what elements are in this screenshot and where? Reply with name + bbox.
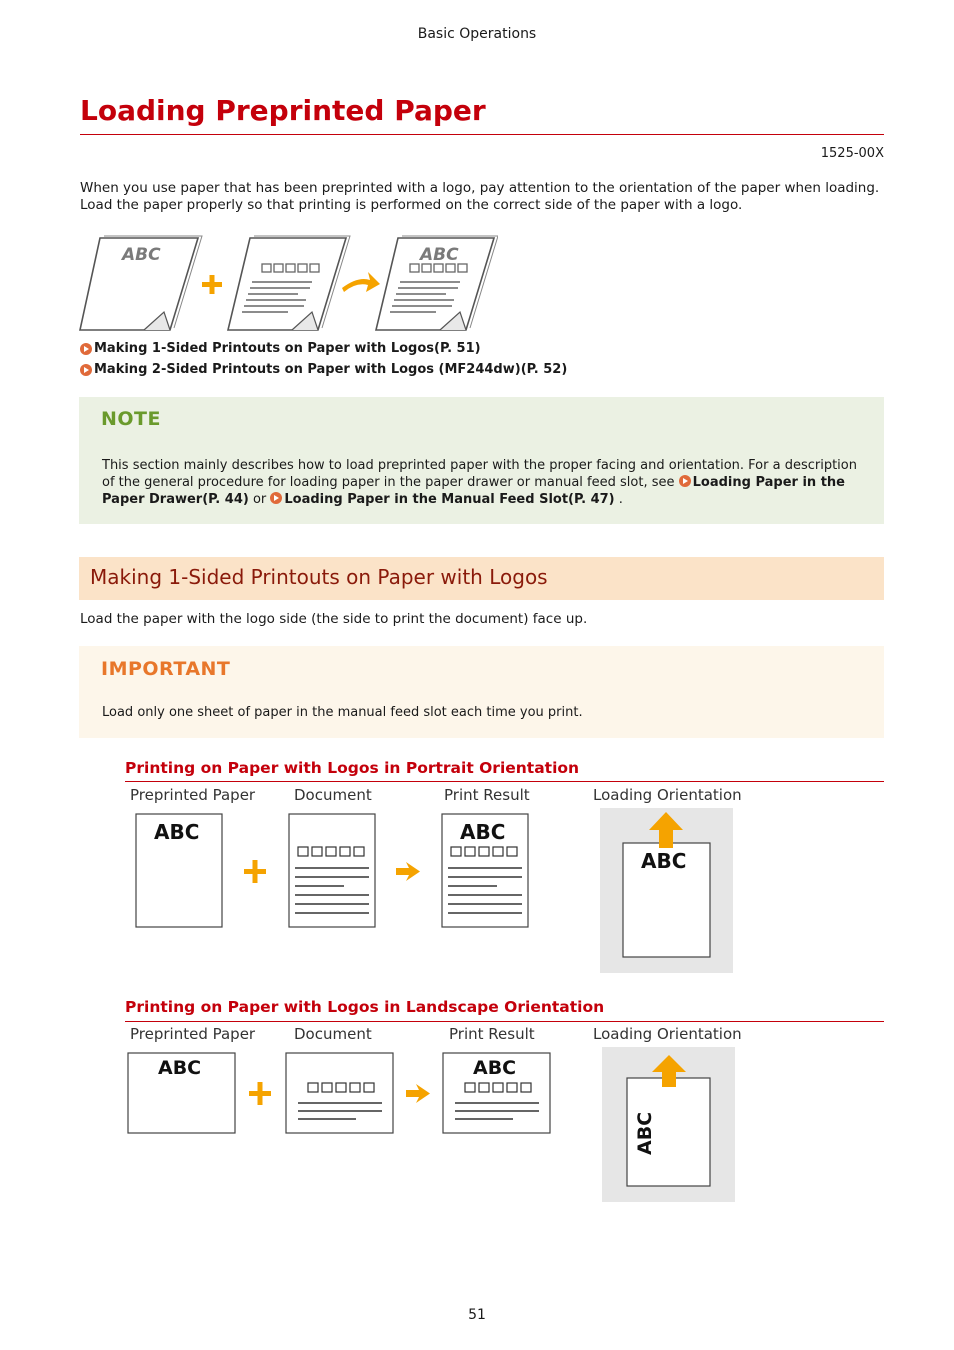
logo-text-landscape-1: ABC xyxy=(158,1057,202,1079)
plus-icon xyxy=(244,860,266,883)
link-2-sided-printouts[interactable] xyxy=(80,362,567,377)
logo-text-landscape-3: ABC xyxy=(634,1111,656,1155)
landscape-loading-orientation xyxy=(602,1047,735,1202)
document-id: 1525-00X xyxy=(820,146,884,161)
important-title: IMPORTANT xyxy=(101,658,231,680)
link-manual-feed-slot[interactable]: Loading Paper in the Manual Feed Slot(P. 47) xyxy=(284,492,615,507)
portrait-document-paper xyxy=(289,814,375,927)
portrait-preprinted-paper xyxy=(136,814,222,927)
link-paper-drawer[interactable]: Loading Paper in the Paper Drawer(P. 44) xyxy=(102,475,845,507)
portrait-label-document: Document xyxy=(294,786,372,804)
note-text-lead: This section mainly describes how to load preprinted paper with the proper facing and orientation. For a description of the general procedure for loading paper in the paper drawer or manual feed slot, see xyxy=(102,458,857,490)
portrait-diagram xyxy=(120,806,750,978)
curled-print-result-paper xyxy=(376,236,498,330)
section-text: Load the paper with the logo side (the side to print the document) face up. xyxy=(80,611,588,627)
link-2-sided-label: Making 2-Sided Printouts on Paper with Logos (MF244dw)(P. 52) xyxy=(94,362,568,377)
page-title: Loading Preprinted Paper xyxy=(80,94,486,127)
landscape-label-preprinted: Preprinted Paper xyxy=(130,1025,256,1043)
landscape-label-loading: Loading Orientation xyxy=(593,1025,742,1043)
portrait-print-result-paper xyxy=(442,814,528,927)
portrait-label-result: Print Result xyxy=(444,786,530,804)
logo-text-landscape-2: ABC xyxy=(473,1057,517,1079)
link-arrow-icon xyxy=(679,475,691,487)
plus-icon xyxy=(202,275,222,294)
landscape-label-result: Print Result xyxy=(449,1025,535,1043)
landscape-diagram xyxy=(120,1045,750,1207)
note-text-or: or xyxy=(252,492,271,507)
portrait-divider xyxy=(125,781,884,782)
curled-preprinted-paper xyxy=(80,236,202,330)
landscape-preprinted-paper xyxy=(128,1053,235,1133)
link-1-sided-printouts[interactable] xyxy=(80,341,481,356)
logo-text-portrait-2: ABC xyxy=(460,820,506,844)
title-divider xyxy=(80,134,884,135)
portrait-label-preprinted: Preprinted Paper xyxy=(130,786,256,804)
running-header: Basic Operations xyxy=(417,26,537,42)
intro-paragraph: When you use paper that has been preprinted with a logo, pay attention to the orientation of the paper when loading. Load the paper properly so that printing is performed on the correct side of the paper with a logo. xyxy=(80,180,880,213)
page-number: 51 xyxy=(468,1307,486,1323)
curved-arrow-icon xyxy=(342,272,380,292)
portrait-label-loading: Loading Orientation xyxy=(593,786,742,804)
right-arrow-icon xyxy=(396,862,420,881)
note-text xyxy=(102,457,872,508)
plus-icon xyxy=(249,1082,271,1105)
landscape-subtitle: Printing on Paper with Logos in Landscape Orientation xyxy=(125,998,605,1016)
landscape-divider xyxy=(125,1021,884,1022)
important-text: Load only one sheet of paper in the manual feed slot each time you print. xyxy=(102,705,583,720)
logo-text-1: ABC xyxy=(122,245,161,265)
logo-text-2: ABC xyxy=(420,245,459,265)
curled-document-paper xyxy=(228,236,350,330)
link-1-sided-label: Making 1-Sided Printouts on Paper with Logos(P. 51) xyxy=(94,341,481,356)
right-arrow-icon xyxy=(406,1084,430,1103)
portrait-subtitle: Printing on Paper with Logos in Portrait Orientation xyxy=(125,759,580,777)
preprinted-paper-illustration xyxy=(78,232,498,336)
portrait-loading-orientation xyxy=(600,808,733,973)
link-arrow-icon xyxy=(80,343,92,355)
landscape-document-paper xyxy=(286,1053,393,1133)
landscape-label-document: Document xyxy=(294,1025,372,1043)
landscape-print-result-paper xyxy=(443,1053,550,1133)
link-arrow-icon xyxy=(270,492,282,504)
link-arrow-icon xyxy=(80,364,92,376)
logo-text-portrait-1: ABC xyxy=(154,820,200,844)
logo-text-portrait-3: ABC xyxy=(641,849,687,873)
note-title: NOTE xyxy=(101,408,161,430)
section-title: Making 1-Sided Printouts on Paper with Logos xyxy=(90,565,548,589)
note-text-end: . xyxy=(614,492,623,507)
